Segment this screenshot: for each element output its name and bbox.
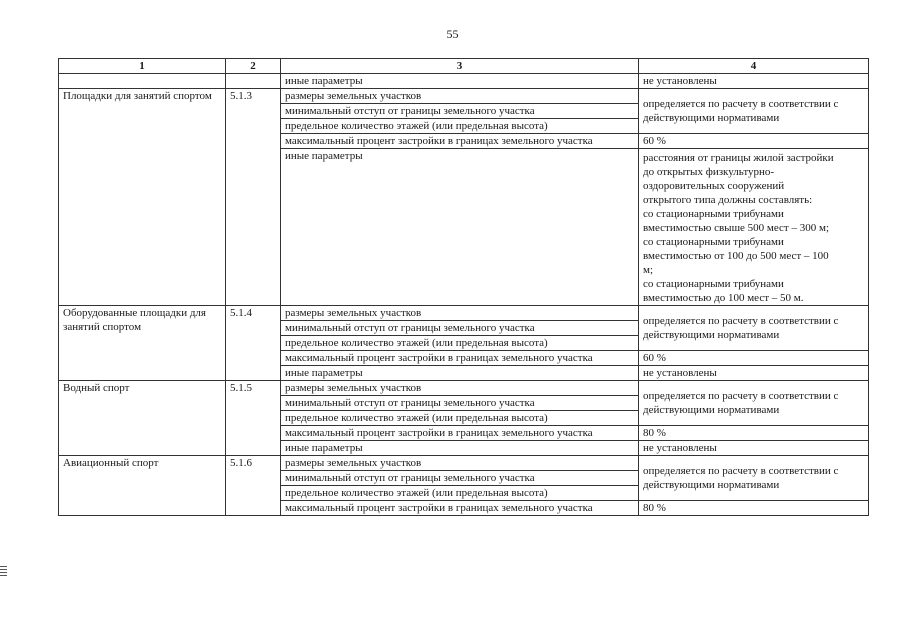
value-percent: 60 % <box>639 351 869 366</box>
zone-name: Оборудованные площадки для занятий спортом <box>59 306 226 381</box>
value-line: до открытых физкультурно- <box>643 166 775 178</box>
param-max-coverage: максимальный процент застройки в границах земельного участка <box>281 426 639 441</box>
zone-cell <box>59 74 226 89</box>
value-calculation: определяется по расчету в соответствии с действующими нормативами <box>639 456 869 501</box>
param-plot-size: размеры земельных участков <box>281 381 639 396</box>
param-max-floors: предельное количество этажей (или предельная высота) <box>281 336 639 351</box>
param-other: иные параметры <box>281 441 639 456</box>
value-other: не установлены <box>639 366 869 381</box>
param-max-coverage: максимальный процент застройки в границах земельного участка <box>281 351 639 366</box>
zone-code: 5.1.3 <box>226 89 281 306</box>
table-row <box>59 456 869 471</box>
param-plot-size: размеры земельных участков <box>281 456 639 471</box>
value-other: не установлены <box>639 74 869 89</box>
param-other: иные параметры <box>281 366 639 381</box>
value-calculation: определяется по расчету в соответствии с действующими нормативами <box>639 381 869 426</box>
value-line: вместимостью до 100 мест – 50 м. <box>643 292 804 304</box>
zone-code: 5.1.5 <box>226 381 281 456</box>
zone-code: 5.1.6 <box>226 456 281 516</box>
code-cell <box>226 74 281 89</box>
param-plot-size: размеры земельных участков <box>281 89 639 104</box>
value-line: со стационарными трибунами <box>643 236 784 248</box>
value-calculation: определяется по расчету в соответствии с действующими нормативами <box>639 89 869 134</box>
scan-margin-mark <box>0 566 7 578</box>
table-row <box>59 381 869 396</box>
table-row <box>59 74 869 89</box>
zone-name: Площадки для занятий спортом <box>59 89 226 306</box>
value-percent: 60 % <box>639 134 869 149</box>
value-other: не установлены <box>639 441 869 456</box>
param-max-coverage: максимальный процент застройки в границах земельного участка <box>281 134 639 149</box>
column-header: 4 <box>639 59 869 74</box>
param-max-floors: предельное количество этажей (или предельная высота) <box>281 119 639 134</box>
param-max-floors: предельное количество этажей (или предельная высота) <box>281 486 639 501</box>
zone-name: Авиационный спорт <box>59 456 226 516</box>
value-line: со стационарными трибунами <box>643 208 784 220</box>
param-other: иные параметры <box>281 74 639 89</box>
page-number: 55 <box>446 27 459 41</box>
param-min-setback: минимальный отступ от границы земельного участка <box>281 321 639 336</box>
param-other: иные параметры <box>281 149 639 306</box>
param-min-setback: минимальный отступ от границы земельного участка <box>281 471 639 486</box>
value-line: вместимостью свыше 500 мест – 300 м; <box>643 222 830 234</box>
zone-code: 5.1.4 <box>226 306 281 381</box>
value-line: открытого типа должны составлять: <box>643 194 813 206</box>
value-line: м; <box>643 264 654 276</box>
value-line: расстояния от границы жилой застройки <box>643 152 834 164</box>
param-min-setback: минимальный отступ от границы земельного участка <box>281 104 639 119</box>
value-line: оздоровительных сооружений <box>643 180 785 192</box>
param-max-coverage: максимальный процент застройки в границах земельного участка <box>281 501 639 516</box>
value-line: со стационарными трибунами <box>643 278 784 290</box>
value-percent: 80 % <box>639 426 869 441</box>
table-row <box>59 306 869 321</box>
table-header-row <box>59 59 869 74</box>
column-header: 2 <box>226 59 281 74</box>
value-percent: 80 % <box>639 501 869 516</box>
value-line: вместимостью от 100 до 500 мест – 100 <box>643 250 829 262</box>
value-distance-requirements <box>639 149 869 306</box>
param-plot-size: размеры земельных участков <box>281 306 639 321</box>
table-row <box>59 89 869 104</box>
zoning-parameters-table <box>58 58 869 516</box>
column-header: 1 <box>59 59 226 74</box>
param-max-floors: предельное количество этажей (или предельная высота) <box>281 411 639 426</box>
zone-name: Водный спорт <box>59 381 226 456</box>
param-min-setback: минимальный отступ от границы земельного участка <box>281 396 639 411</box>
column-header: 3 <box>281 59 639 74</box>
value-calculation: определяется по расчету в соответствии с действующими нормативами <box>639 306 869 351</box>
